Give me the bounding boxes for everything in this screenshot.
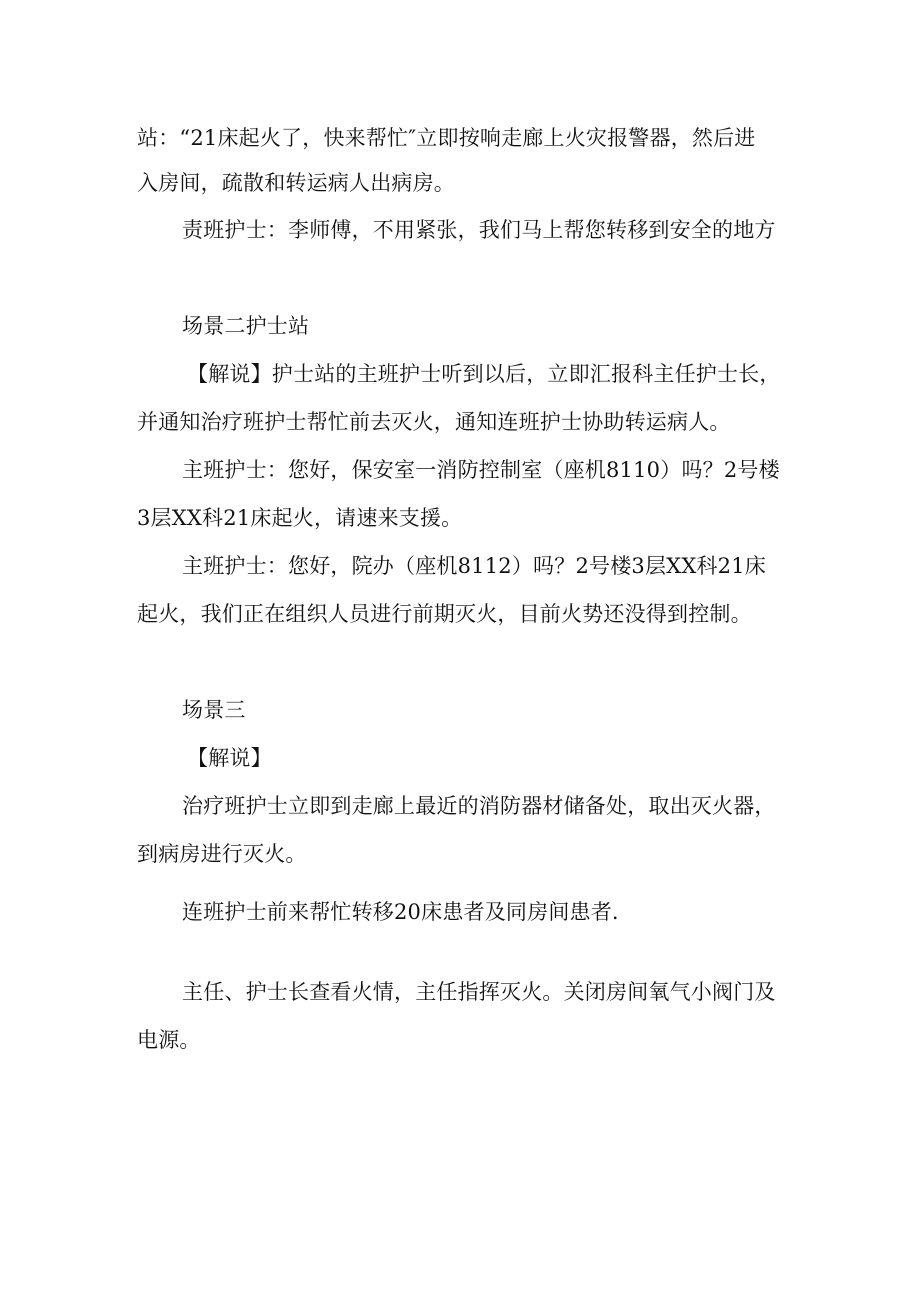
text-line: 主班护士：您好，保安室一消防控制室（座机8110）吗？2号楼: [182, 458, 780, 482]
text-line: 治疗班护士立即到走廊上最近的消防器材储备处，取出灭火器，: [182, 794, 776, 818]
commentary-label: 【解说】: [187, 746, 272, 770]
text-line: 3层XX科21床起火，请速来支援。: [137, 506, 463, 530]
text-line: 责班护士：李师傅，不用紧张，我们马上帮您转移到安全的地方: [182, 218, 776, 242]
text-line: 主班护士：您好，院办（座机8112）吗？2号楼3层XX科21床: [182, 554, 766, 578]
text-line: 【解说】护士站的主班护士听到以后，立即汇报科主任护士长，: [187, 362, 781, 386]
text-line: 主任、护士长查看火情，主任指挥灭火。关闭房间氧气小阀门及: [182, 980, 776, 1004]
text-line: 并通知治疗班护士帮忙前去灭火，通知连班护士协助转运病人。: [137, 410, 731, 434]
text-line: 入房间，疏散和转运病人出病房。: [137, 171, 455, 195]
text-line: 到病房进行灭火。: [137, 842, 307, 866]
text-line: 连班护士前来帮忙转移20床患者及同房间患者.: [182, 900, 619, 924]
scene-heading: 场景三: [182, 698, 246, 722]
scene-heading: 场景二护士站: [182, 314, 310, 338]
text-line: 站：“21床起火了，快来帮忙″立即按响走廊上火灾报警器，然后进: [137, 126, 756, 150]
text-line: 起火，我们正在组织人员进行前期灭火，目前火势还没得到控制。: [137, 602, 752, 626]
text-line: 电源。: [137, 1028, 201, 1052]
